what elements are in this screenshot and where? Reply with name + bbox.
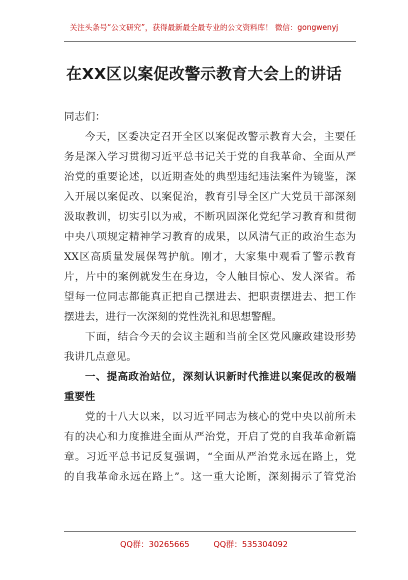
footer-qq-group-1: QQ群：30265665	[120, 540, 190, 549]
paragraph-line: 片，片中的案例就发生在身边，令人触目惊心、发人深省。希	[64, 271, 356, 283]
paragraph-line: 有的决心和力度推进全面从严治党，开启了党的自我革命新篇	[64, 431, 356, 443]
paragraph-line: 务是深入学习贯彻习近平总书记关于党的自我革命、全面从严	[64, 151, 356, 163]
footer	[0, 539, 408, 550]
paragraph-line: 入开展以案促改、以案促治，教育引导全区广大党员干部深刻	[64, 191, 356, 203]
header-divider	[64, 41, 356, 42]
paragraph-line: 汲取教训，切实引以为戒，不断巩固深化党纪学习教育和贯彻	[64, 211, 356, 223]
paragraph-line: 今天，区委决定召开全区以案促改警示教育大会，主要任	[85, 131, 356, 143]
section-heading: 一、提高政治站位，深刻认识新时代推进以案促改的极端	[85, 371, 356, 383]
document-title: 在XX区以案促改警示教育大会上的讲话	[66, 65, 342, 83]
paragraph-line: 章。习近平总书记反复强调，“全面从严治党永远在路上，党	[64, 451, 356, 463]
paragraph-line: 望每一位同志都能真正把自己摆进去、把职责摆进去、把工作	[64, 291, 356, 303]
footer-divider	[64, 531, 356, 532]
paragraph-line: 治党的重要论述，以近期查处的典型违纪违法案件为镜鉴，深	[64, 171, 356, 183]
paragraph-line: XX区高质量发展保驾护航。刚才，大家集中观看了警示教育	[64, 251, 356, 263]
paragraph-line: 中央八项规定精神学习教育的成果，以风清气正的政治生态为	[64, 231, 356, 243]
section-heading: 重要性	[64, 391, 96, 403]
footer-qq-group-2: QQ群：535304092	[213, 540, 288, 549]
paragraph-line: 我讲几点意见。	[64, 351, 137, 363]
greeting: 同志们：	[64, 111, 106, 123]
header-banner: 关注头条号“公文研究”，获得最新最全最专业的公文资料库！ 微信：gongwenyj	[69, 23, 339, 32]
paragraph-line: 下面，结合今天的会议主题和当前全区党风廉政建设形势	[85, 331, 356, 343]
paragraph-line: 党的十八大以来，以习近平同志为核心的党中央以前所未	[85, 411, 356, 423]
paragraph-line: 的自我革命永远在路上”。这一重大论断，深刻揭示了管党治	[64, 471, 356, 483]
paragraph-line: 摆进去，进行一次深刻的党性洗礼和思想警醒。	[64, 311, 283, 323]
